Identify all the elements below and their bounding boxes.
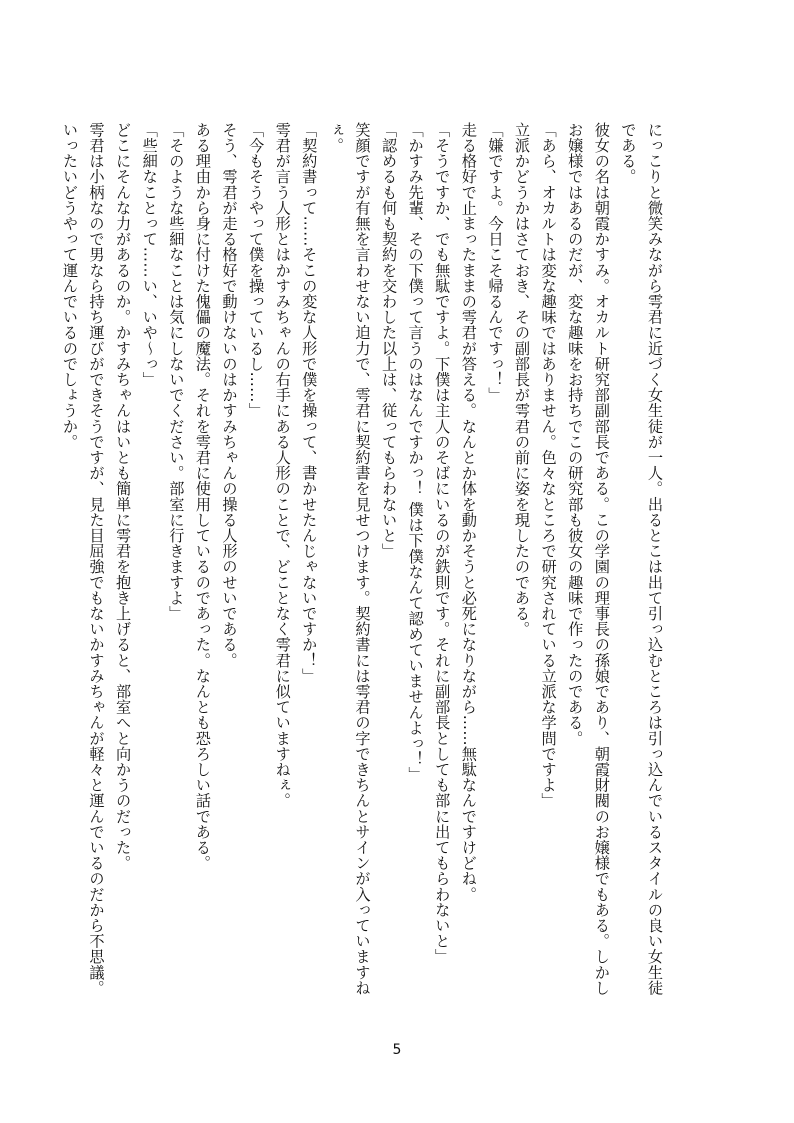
paragraph: 走る格好で止まったままの雩君が答える。なんとか体を動かそうと必死になりながら……無駄なんですけどね。 bbox=[459, 122, 478, 902]
paragraph: 「認めるも何も契約を交わした以上は、従ってもらわないと」 bbox=[380, 122, 399, 559]
paragraph: そう、雩君が走る格好で動けないのはかすみちゃんの操る人形のせいである。 bbox=[220, 122, 239, 668]
paragraph: 「かすみ先輩、その下僕って言うのはなんですかっ！ 僕は下僕なんて認めていませんよっ！」 bbox=[406, 122, 425, 783]
paragraph: 立派かどうかはさておき、その副部長が雩君の前に姿を現したのである。 bbox=[513, 122, 532, 637]
paragraph: ある理由から身に付けた傀儡の魔法。それを雩君に使用しているのであった。なんとも恐ろしい話である。 bbox=[193, 122, 212, 871]
body-text bbox=[56, 122, 668, 1002]
paragraph: 「あら、オカルトは変な趣味ではありません。色々なところで研究されている立派な学問ですよ」 bbox=[539, 122, 558, 809]
paragraph: にっこりと微笑みながら雩君に近づく女生徒が一人。出るとこは出て引っ込むところは引っ込んでいるスタイルの良い女生徒である。 bbox=[619, 122, 664, 996]
paragraph: 「嫌ですよ。今日こそ帰るんですっ！」 bbox=[486, 122, 505, 403]
paragraph: 笑顔ですが有無を言わせない迫力で、雩君に契約書を見せつけます。契約書には雩君の字できちんとサインが入っていますねぇ。 bbox=[326, 122, 372, 996]
paragraph: 「些細なことって……い、いや～っ」 bbox=[140, 122, 159, 388]
paragraph: 雩君が言う人形とはかすみちゃんの右手にある人形のことで、どことなく雩君に似ていますねぇ。 bbox=[273, 122, 292, 809]
paragraph: 「そうですか、でも無駄ですよ。下僕は主人のそばにいるのが鉄則です。それに副部長としても部に出てもらわないと」 bbox=[433, 122, 452, 965]
page-number: 5 bbox=[392, 1042, 402, 1058]
paragraph: 「今もそうやって僕を操っているし……」 bbox=[247, 122, 266, 419]
paragraph: 「契約書って……そこの変な人形で僕を操って、書かせたんじゃないですか！」 bbox=[300, 122, 319, 684]
paragraph: 彼女の名は朝霞かすみ。オカルト研究部副部長である。この学園の理事長の孫娘であり、朝霞財閥のお嬢様でもある。しかしお嬢様ではあるのだが、変な趣味をお持ちでこの研究部も彼女の趣味で作ったのである。 bbox=[566, 122, 611, 996]
paragraph: 「そのような些細なことは気にしないでください。部室に行きますよ」 bbox=[167, 122, 186, 622]
paragraph: どこにそんな力があるのか。かすみちゃんはいとも簡単に雩君を抱き上げると、部室へと向かうのだった。 bbox=[114, 122, 133, 871]
paragraph: 雩君は小柄なので男なら持ち運びができそうですが、見た目屈強でもないかすみちゃんが軽々と運んでいるのだから不思議。いったいどうやって運んでいるのでしょうか。 bbox=[60, 122, 106, 996]
